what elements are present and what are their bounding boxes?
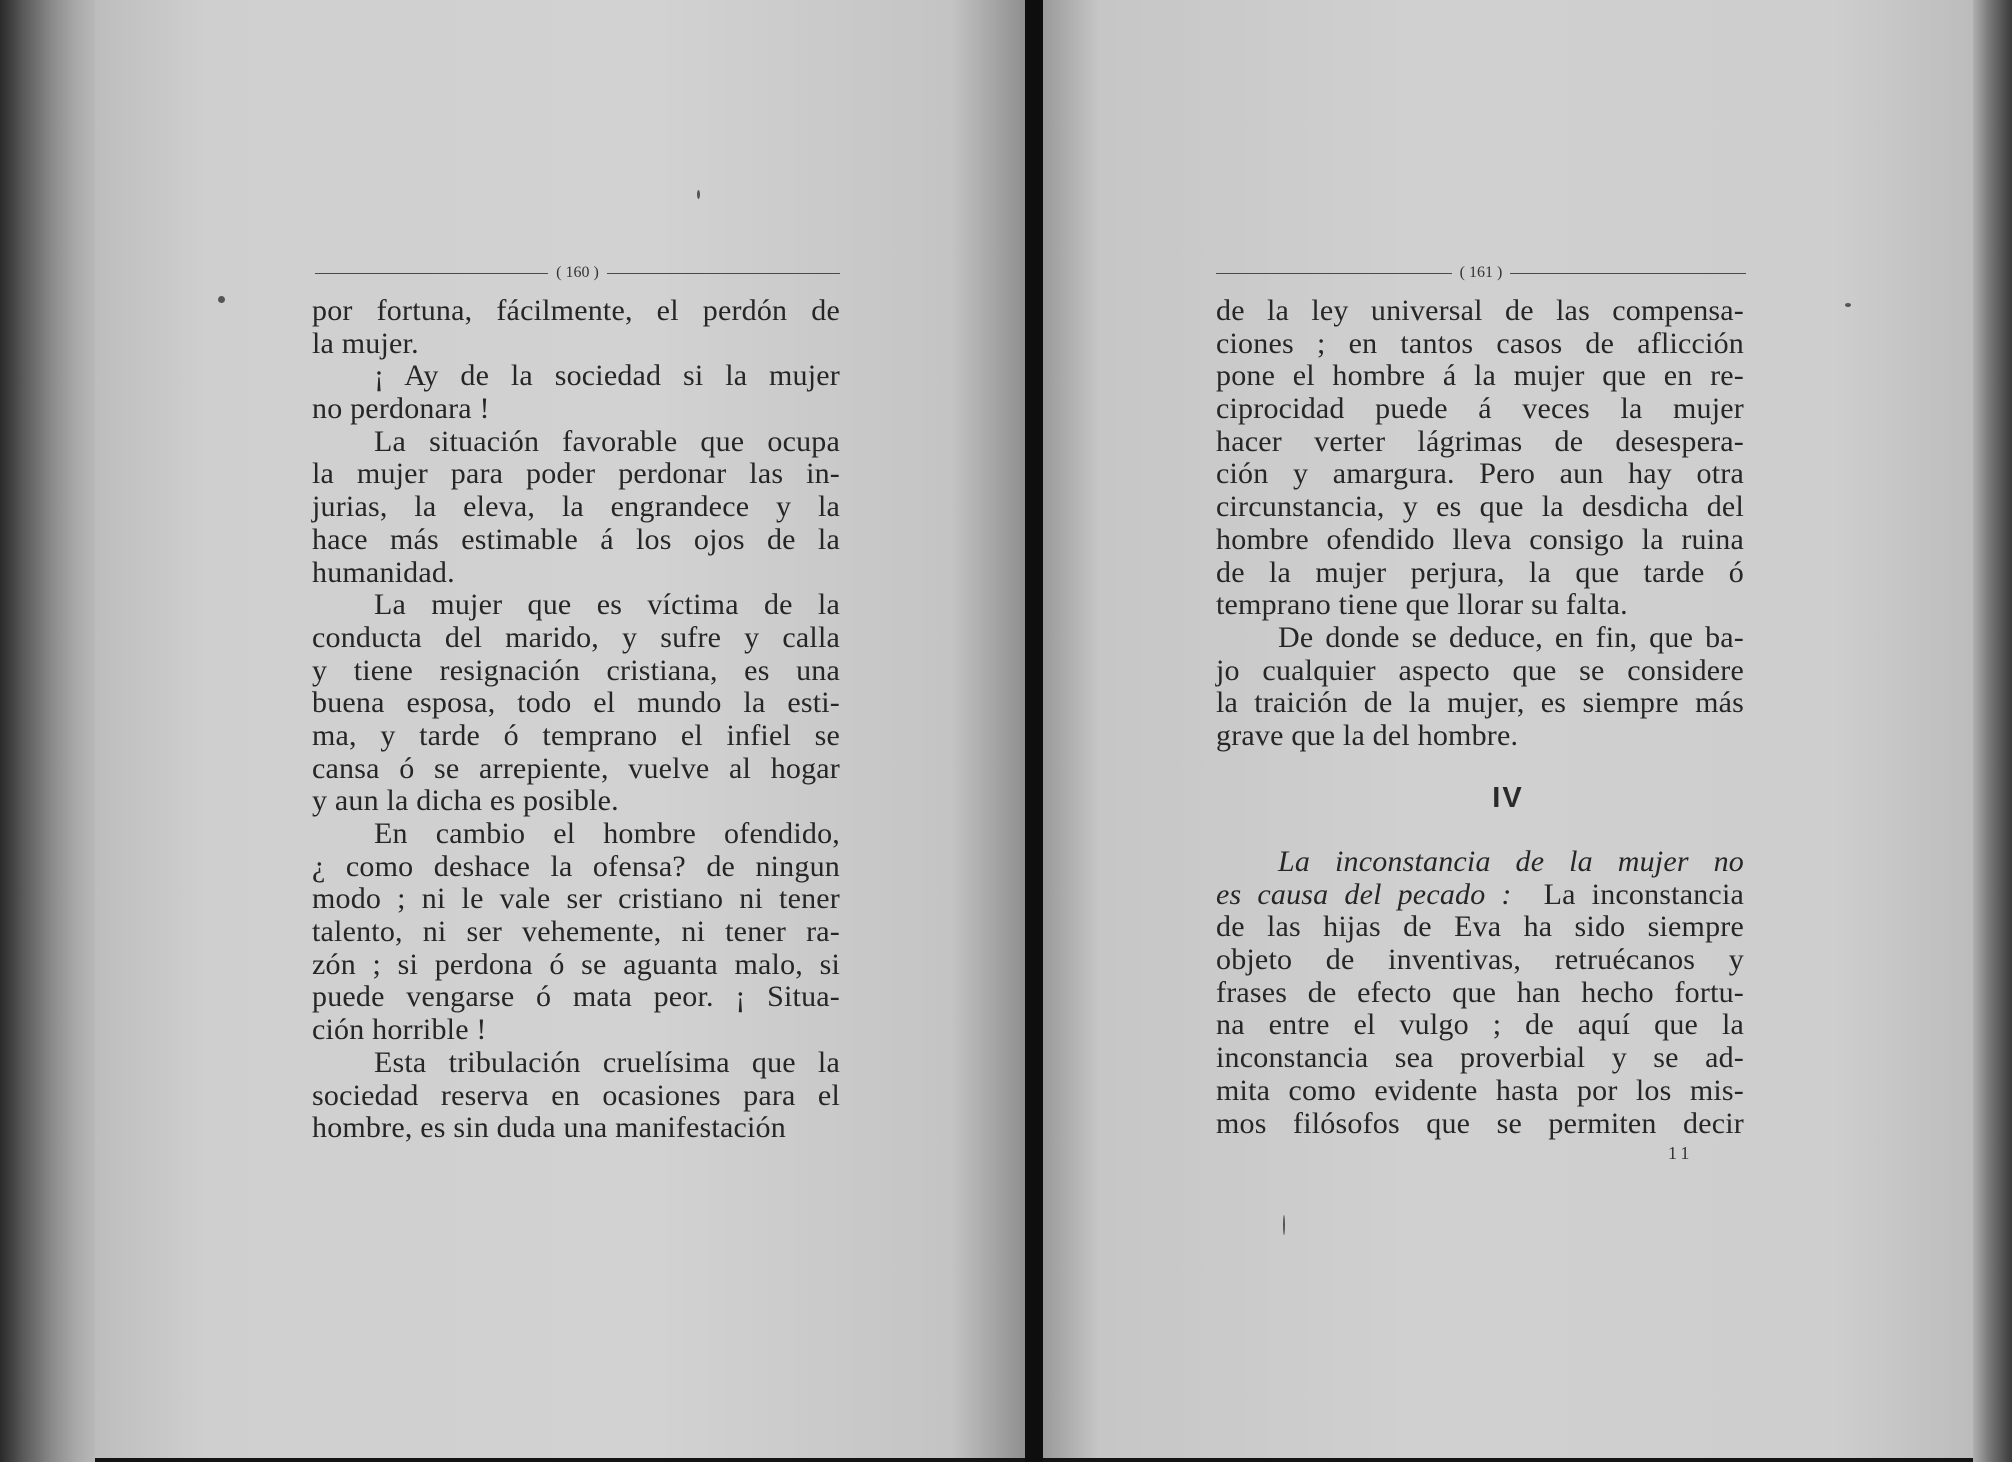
text-line: humanidad.: [312, 555, 455, 589]
text-line: Esta tribulación cruelísima que la: [374, 1045, 840, 1079]
text-line: ción y amargura. Pero aun hay otra: [1216, 457, 1744, 491]
book-gutter: [1025, 0, 1043, 1462]
text-line: hacer verter lágrimas de desespera-: [1216, 424, 1744, 458]
text-line: buena esposa, todo el mundo la esti-: [312, 686, 840, 720]
text-line: na entre el vulgo ; de aquí que la: [1216, 1008, 1744, 1042]
right-page-body-bottom: [1216, 846, 1744, 1140]
right-page-body-top: [1216, 295, 1744, 753]
text-line: En cambio el hombre ofendido,: [374, 817, 840, 850]
header-rule-right: [607, 273, 840, 274]
text-line: la mujer para poder perdonar las in-: [312, 457, 840, 491]
text-line: ¿ como deshace la ofensa? de ningun: [312, 849, 840, 883]
text-line: hace más estimable á los ojos de la: [312, 522, 840, 556]
text-line: mita como evidente hasta por los mis-: [1216, 1073, 1744, 1107]
text-line: y tiene resignación cristiana, es una: [312, 653, 840, 687]
header-rule-left: [315, 273, 548, 274]
text-line: de las hijas de Eva ha sido siempre: [1216, 910, 1744, 944]
text-line: de la ley universal de las compensa-: [1216, 294, 1744, 327]
text-line: ma, y tarde ó temprano el infiel se: [312, 718, 840, 752]
text-line: ciones ; en tantos casos de aflicción: [1216, 326, 1744, 360]
text-line: La mujer que es víctima de la: [374, 588, 840, 622]
text-line: sociedad reserva en ocasiones para el: [312, 1078, 840, 1112]
text-line: no perdonara !: [312, 392, 490, 426]
text-line: La situación favorable que ocupa: [374, 424, 840, 458]
right-page-header: [1216, 258, 1746, 288]
paper-speck: [697, 190, 700, 199]
text-line: hombre, es sin duda una manifestación: [312, 1111, 786, 1145]
header-rule-right: [1510, 273, 1746, 274]
text-line: inconstancia sea proverbial y se ad-: [1216, 1041, 1744, 1075]
text-line: modo ; ni le vale ser cristiano ni tener: [312, 882, 840, 916]
text-line: conducta del marido, y sufre y calla: [312, 620, 840, 654]
section-heading: IV: [1492, 782, 1524, 814]
header-rule-left: [1216, 273, 1452, 274]
left-page-number: ( 160 ): [556, 264, 599, 281]
right-page-number: ( 161 ): [1459, 264, 1503, 281]
text-line: objeto de inventivas, retruécanos y: [1216, 943, 1744, 977]
text-line: talento, ni ser vehemente, ni tener ra-: [312, 915, 840, 949]
text-line: ¡ Ay de la sociedad si la mujer: [374, 359, 840, 393]
text-line: grave que la del hombre.: [1216, 718, 1519, 752]
text-line: circunstancia, y es que la desdicha del: [1216, 490, 1744, 524]
text-line: jurias, la eleva, la engrandece y la: [312, 490, 840, 524]
text-line: jo cualquier aspecto que se considere: [1216, 653, 1744, 687]
text-line: ción horrible !: [312, 1013, 487, 1047]
text-line: temprano tiene que llorar su falta.: [1216, 588, 1628, 622]
text-line: pone el hombre á la mujer que en re-: [1216, 359, 1744, 393]
text-line: cansa ó se arrepiente, vuelve al hogar: [312, 751, 840, 785]
text-line: de la mujer perjura, la que tarde ó: [1216, 555, 1744, 589]
paper-speck: [1283, 1215, 1285, 1235]
left-page-header: [315, 258, 840, 288]
text-line: frases de efecto que han hecho fortu-: [1216, 975, 1744, 1009]
left-page-body: [312, 295, 840, 1145]
paper-speck: [218, 296, 225, 303]
signature-mark: 11: [1668, 1143, 1694, 1163]
left-binding-edge: [0, 0, 95, 1462]
text-line: mos filósofos que se permiten decir: [1216, 1106, 1744, 1140]
text-line: hombre ofendido lleva consigo la ruina: [1216, 522, 1744, 556]
right-binding-edge: [1973, 0, 2012, 1462]
text-line: ciprocidad puede á veces la mujer: [1216, 392, 1744, 426]
text-line: puede vengarse ó mata peor. ¡ Situa-: [312, 980, 840, 1014]
text-line: la mujer.: [312, 326, 419, 360]
text-line: la traición de la mujer, es siempre más: [1216, 686, 1744, 720]
paper-speck: [1845, 303, 1851, 307]
italic-title-line-2: es causa del pecado : La inconstancia: [1216, 877, 1744, 911]
text-line: De donde se deduce, en fin, que ba-: [1278, 620, 1744, 654]
right-page-paragraph: [1216, 911, 1744, 1140]
text-line: y aun la dicha es posible.: [312, 784, 619, 818]
italic-title-line: La inconstancia de la mujer no: [1278, 845, 1744, 878]
text-line: por fortuna, fácilmente, el perdón de: [312, 294, 840, 327]
text-line: zón ; si perdona ó se aguanta malo, si: [312, 947, 840, 981]
